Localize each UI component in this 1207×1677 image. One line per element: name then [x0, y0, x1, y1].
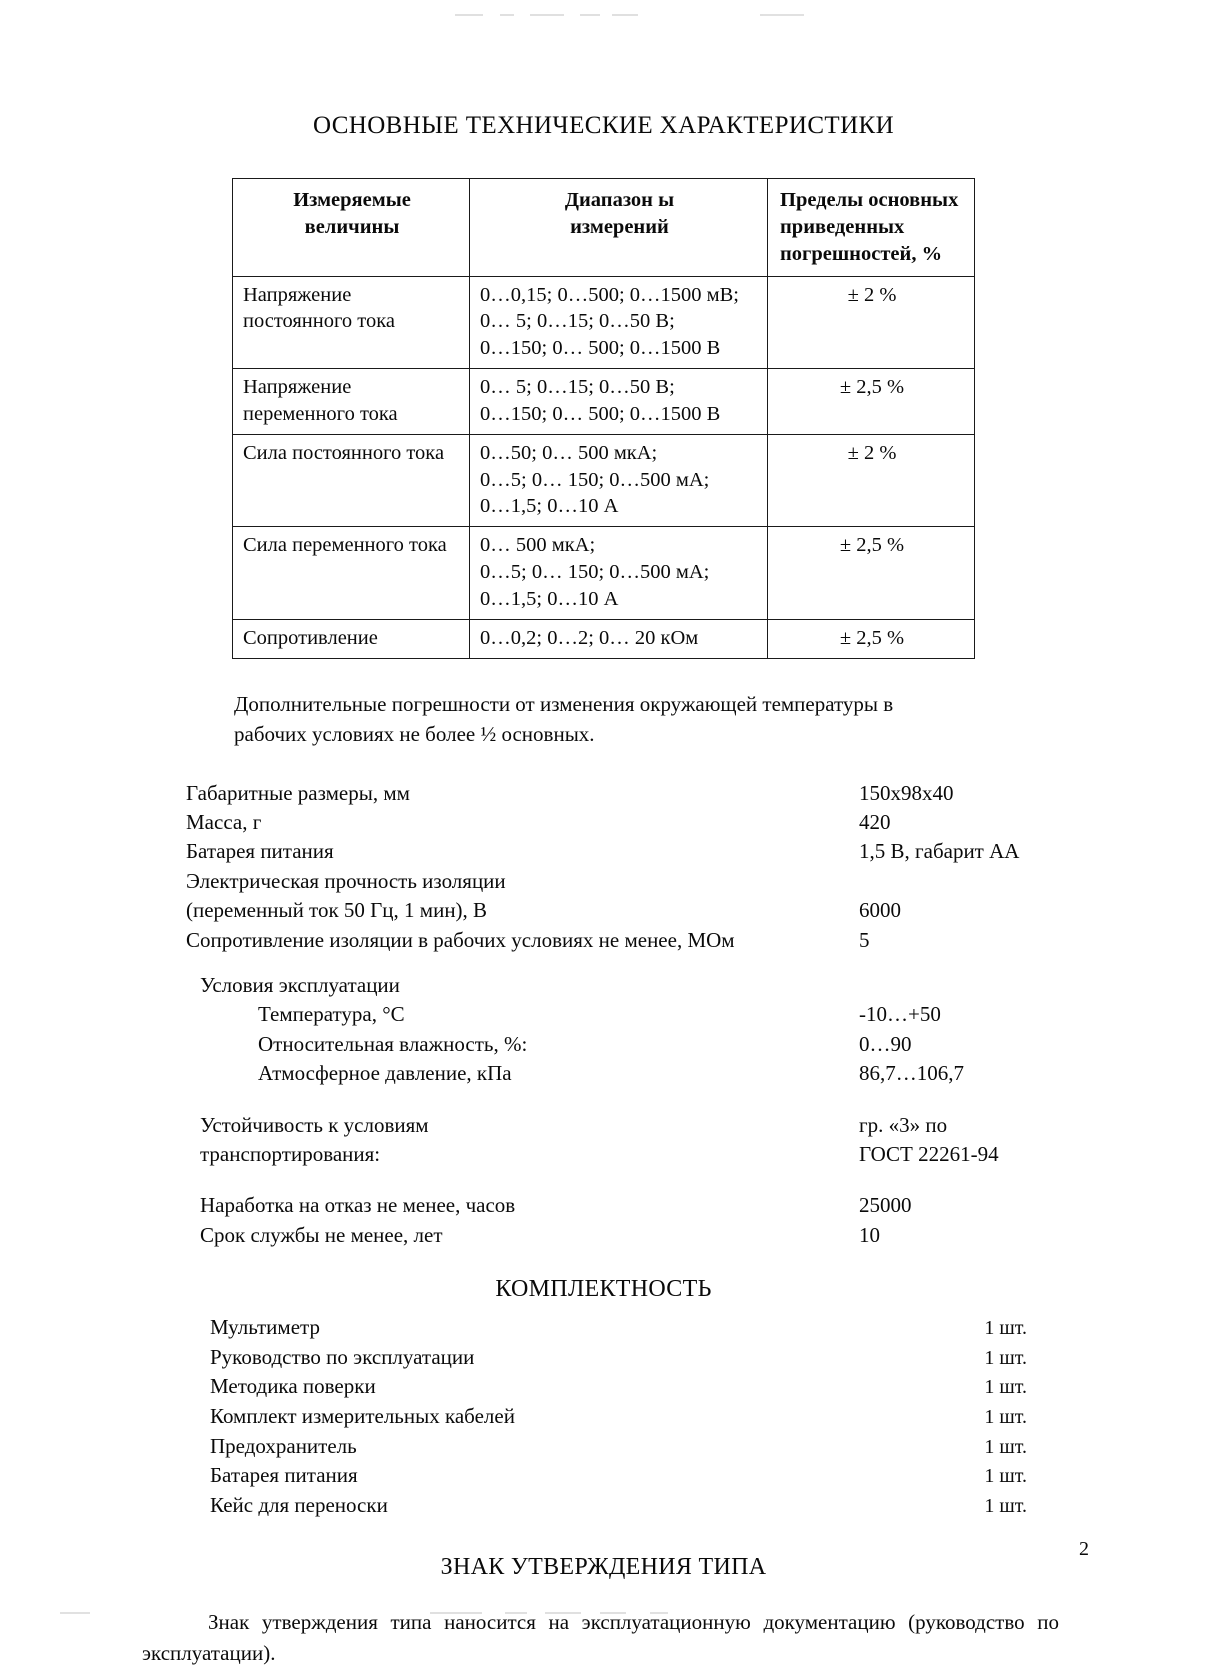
section-title-type-approval: ЗНАК УТВЕРЖДЕНИЯ ТИПА	[440, 1554, 767, 1581]
cell-line: 0…50; 0… 500 мкА;	[480, 441, 658, 464]
cell-line: 0…5; 0… 150; 0…500 мА;	[480, 561, 710, 584]
kit-item-name: Методика поверки	[210, 1374, 376, 1399]
spec-label: Батарея питания	[186, 839, 334, 864]
paragraph-line: Знак утверждения типа наносится на эксплуатационную документацию (руководство по	[208, 1610, 1059, 1635]
cell-error: ± 2,5 %	[768, 527, 975, 620]
header-line: измерений	[570, 215, 669, 238]
transport-resistance-row-2	[186, 1140, 1207, 1169]
cell-quantity	[233, 434, 470, 527]
kit-item-name: Кейс для переноски	[210, 1492, 388, 1517]
additional-error-note	[0, 689, 1207, 749]
spec-value: 5	[859, 927, 870, 952]
kit-item-name: Комплект измерительных кабелей	[210, 1403, 515, 1428]
kit-item-qty: 1 шт.	[984, 1317, 1027, 1340]
column-header-error-limits	[768, 179, 975, 277]
cell-line: Сопротивление	[243, 626, 378, 649]
cell-error: ± 2 %	[768, 434, 975, 527]
transport-value: ГОСТ 22261-94	[859, 1141, 999, 1166]
table-row	[233, 434, 975, 527]
spec-label: (переменный ток 50 Гц, 1 мин), В	[186, 898, 488, 923]
spacer	[186, 1169, 1207, 1191]
spec-label: Сопротивление изоляции в рабочих условиях не менее, МОм	[186, 927, 735, 952]
cell-line: 0…1,5; 0…10 А	[480, 587, 619, 610]
cell-line: Сила переменного тока	[243, 534, 447, 557]
note-line: рабочих условиях не более ½ основных.	[234, 721, 595, 746]
transport-label: транспортирования:	[200, 1141, 381, 1166]
cell-line: 0…150; 0… 500; 0…1500 В	[480, 402, 721, 425]
cell-ranges	[470, 527, 768, 620]
transport-label: Устойчивость к условиям	[200, 1112, 429, 1137]
cell-line: 0…1,5; 0…10 А	[480, 495, 619, 518]
kit-item-qty: 1 шт.	[984, 1405, 1027, 1428]
condition-label: Температура, °С	[258, 1002, 405, 1027]
kit-item-qty: 1 шт.	[984, 1465, 1027, 1488]
spec-label: Электрическая прочность изоляции	[186, 868, 506, 893]
header-line: Пределы основных	[780, 189, 959, 211]
operating-condition-humidity	[186, 1030, 1207, 1059]
cell-ranges	[470, 369, 768, 435]
reliability-value: 10	[859, 1222, 880, 1247]
spacer	[186, 1089, 1207, 1111]
header-line: величины	[304, 215, 400, 238]
transport-resistance-row-1	[186, 1111, 1207, 1140]
kit-item-qty: 1 шт.	[984, 1376, 1027, 1399]
column-header-measured-quantities	[233, 179, 470, 277]
technical-characteristics-table	[232, 178, 975, 659]
cell-error: ± 2,5 %	[768, 619, 975, 658]
table-row	[233, 527, 975, 620]
list-item	[210, 1432, 1027, 1462]
list-item	[210, 1491, 1027, 1521]
spec-row-mass	[186, 808, 1207, 837]
cell-quantity	[233, 369, 470, 435]
operating-conditions-heading-row	[186, 971, 1207, 1000]
spec-row-dimensions	[186, 779, 1207, 808]
condition-value: 86,7…106,7	[859, 1061, 964, 1086]
reliability-label: Срок службы не менее, лет	[200, 1222, 443, 1247]
spec-row-battery	[186, 837, 1207, 866]
cell-line: 0… 500 мкА;	[480, 534, 596, 557]
cell-line: Напряжение	[243, 283, 352, 306]
spec-row-insulation-strength-detail	[186, 896, 1207, 925]
header-line: погрешностей, %	[780, 242, 943, 265]
reliability-row-mtbf	[186, 1191, 1207, 1220]
section-title-completeness: КОМПЛЕКТНОСТЬ	[495, 1276, 712, 1303]
cell-line: переменного тока	[243, 402, 398, 425]
cell-line: 0…0,15; 0…500; 0…1500 мВ;	[480, 283, 739, 306]
cell-line: 0…150; 0… 500; 0…1500 В	[480, 337, 721, 360]
cell-line: 0…5; 0… 150; 0…500 мА;	[480, 468, 710, 491]
note-line: Дополнительные погрешности от изменения окружающей температуры в	[234, 691, 894, 716]
list-item	[210, 1313, 1027, 1343]
condition-value: 0…90	[859, 1031, 912, 1056]
condition-label: Атмосферное давление, кПа	[258, 1061, 512, 1086]
cell-quantity	[233, 619, 470, 658]
header-line: приведенных	[780, 215, 905, 238]
reliability-row-service-life	[186, 1221, 1207, 1250]
list-item	[210, 1461, 1027, 1491]
page-number: 2	[1079, 1538, 1089, 1560]
spacer	[186, 955, 1207, 971]
paragraph-line: эксплуатации).	[142, 1640, 276, 1665]
operating-conditions-heading: Условия эксплуатации	[200, 973, 400, 998]
spec-value: 6000	[859, 898, 901, 923]
operating-condition-temperature	[186, 1000, 1207, 1029]
list-item	[210, 1372, 1027, 1402]
kit-item-name: Предохранитель	[210, 1433, 357, 1458]
column-header-measurement-ranges	[470, 179, 768, 277]
page-title: ОСНОВНЫЕ ТЕХНИЧЕСКИЕ ХАРАКТЕРИСТИКИ	[312, 112, 895, 139]
type-approval-paragraph	[0, 1607, 1207, 1667]
table-row	[233, 276, 975, 369]
kit-item-qty: 1 шт.	[984, 1494, 1027, 1517]
cell-ranges	[470, 619, 768, 658]
table-row	[233, 369, 975, 435]
cell-ranges	[470, 276, 768, 369]
cell-line: постоянного тока	[243, 310, 395, 333]
list-item	[210, 1343, 1027, 1373]
cell-error: ± 2 %	[768, 276, 975, 369]
cell-line: Сила постоянного тока	[243, 441, 445, 464]
spec-row-insulation-resistance	[186, 926, 1207, 955]
specifications-list	[0, 779, 1207, 1250]
cell-ranges	[470, 434, 768, 527]
reliability-value: 25000	[859, 1193, 912, 1218]
condition-label: Относительная влажность, %:	[258, 1031, 528, 1056]
spec-value: 150x98x40	[859, 780, 954, 805]
table-header-row	[233, 179, 975, 277]
cell-quantity	[233, 527, 470, 620]
cell-line: Напряжение	[243, 376, 352, 399]
spec-label: Масса, г	[186, 810, 262, 835]
transport-value: гр. «3» по	[859, 1112, 948, 1137]
reliability-label: Наработка на отказ не менее, часов	[200, 1193, 516, 1218]
header-line: Диапазон ы	[564, 189, 675, 211]
cell-quantity	[233, 276, 470, 369]
kit-item-name: Руководство по эксплуатации	[210, 1344, 475, 1369]
list-item	[210, 1402, 1027, 1432]
cell-line: 0… 5; 0…15; 0…50 В;	[480, 310, 675, 333]
table-row	[233, 619, 975, 658]
spec-value: 1,5 В, габарит АА	[859, 839, 1020, 864]
operating-condition-pressure	[186, 1059, 1207, 1088]
spec-label: Габаритные размеры, мм	[186, 780, 410, 805]
kit-item-name: Мультиметр	[210, 1315, 320, 1340]
cell-line: 0…0,2; 0…2; 0… 20 кОм	[480, 626, 699, 649]
cell-line: 0… 5; 0…15; 0…50 В;	[480, 376, 675, 399]
completeness-list	[0, 1313, 1207, 1520]
condition-value: -10…+50	[859, 1002, 941, 1027]
spec-value: 420	[859, 810, 891, 835]
header-line: Измеряемые	[293, 189, 411, 211]
kit-item-qty: 1 шт.	[984, 1346, 1027, 1369]
cell-error: ± 2,5 %	[768, 369, 975, 435]
spec-row-insulation-strength	[186, 867, 1207, 896]
kit-item-name: Батарея питания	[210, 1463, 358, 1488]
kit-item-qty: 1 шт.	[984, 1435, 1027, 1458]
